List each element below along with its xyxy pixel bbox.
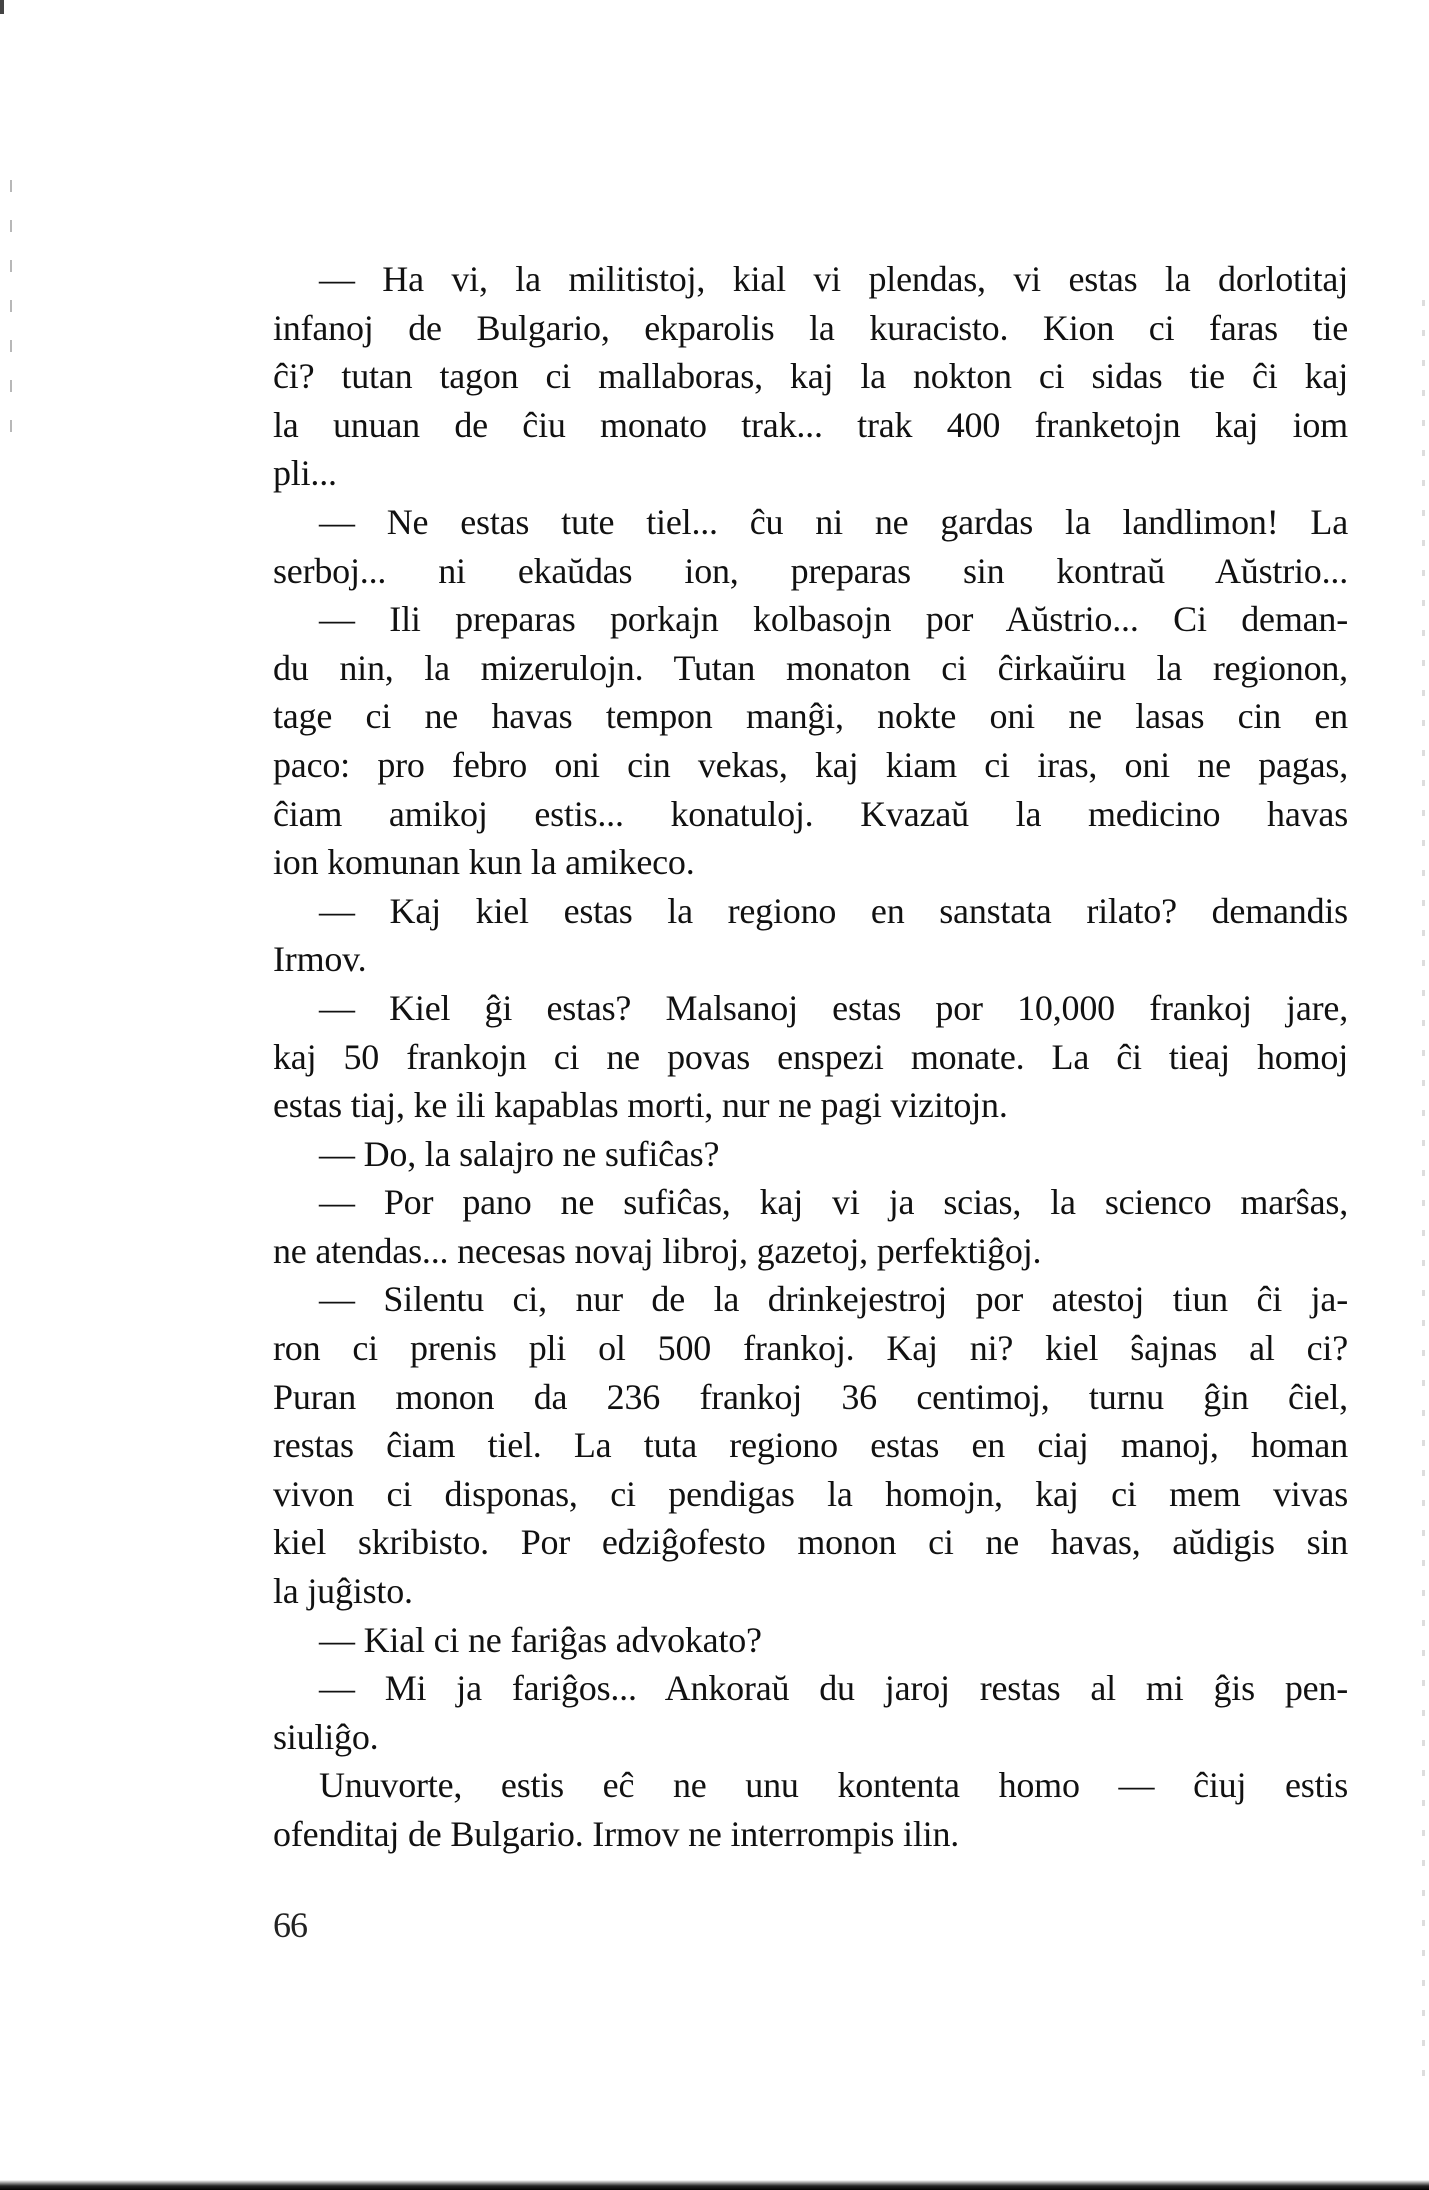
text-line: du nin, la mizerulojn. Tutan monaton ci ĉirkaŭiru la regionon, <box>273 647 1348 688</box>
text-line: ĉiam amikoj estis... konatuloj. Kvazaŭ la medicino havas <box>273 793 1348 834</box>
text-line: ion komunan kun la amikeco. <box>273 842 695 883</box>
text-line: kiel skribisto. Por edziĝofesto monon ci ne havas, aŭdigis sin <box>273 1522 1348 1563</box>
text-line: pli... <box>273 453 337 494</box>
text-line: — Kial ci ne fariĝas advokato? <box>319 1619 762 1660</box>
text-line: kaj 50 frankojn ci ne povas enspezi monate. La ĉi tieaj homoj <box>273 1036 1348 1077</box>
text-line: estas tiaj, ke ili kapablas morti, nur ne pagi vizitojn. <box>273 1085 1008 1126</box>
text-line: vivon ci disponas, ci pendigas la homojn, kaj ci mem vivas <box>273 1473 1348 1514</box>
text-line: — Do, la salajro ne sufiĉas? <box>319 1133 720 1174</box>
text-line: serboj... ni ekaŭdas ion, preparas sin kontraŭ Aŭstrio... <box>273 550 1348 591</box>
text-line: ron ci prenis pli ol 500 frankoj. Kaj ni? kiel ŝajnas al ci? <box>273 1328 1348 1369</box>
text-line: siuliĝo. <box>273 1716 379 1757</box>
scan-artifact-corner <box>0 0 4 14</box>
text-line: ofenditaj de Bulgario. Irmov ne interrompis ilin. <box>273 1814 960 1854</box>
text-line: — Ne estas tute tiel... ĉu ni ne gardas la landlimon! La <box>319 501 1348 542</box>
text-line: — Ha vi, la militistoj, kial vi plendas, vi estas la dorlotitaj <box>319 259 1348 299</box>
text-line: Irmov. <box>273 939 367 980</box>
text-line: ĉi? tutan tagon ci mallaboras, kaj la nokton ci sidas tie ĉi kaj <box>273 356 1348 397</box>
text-line: — Mi ja fariĝos... Ankoraŭ du jaroj restas al mi ĝis pen- <box>319 1668 1348 1709</box>
text-line: infanoj de Bulgario, ekparolis la kuracisto. Kion ci faras tie <box>273 307 1348 348</box>
scan-artifact-left-edge <box>10 180 12 440</box>
text-line: restas ĉiam tiel. La tuta regiono estas en ciaj manoj, homan <box>273 1425 1348 1466</box>
text-line: — Ili preparas porkajn kolbasojn por Aŭstrio... Ci deman- <box>319 599 1348 640</box>
scan-artifact-right-edge <box>1422 300 1425 2100</box>
text-line: — Por pano ne sufiĉas, kaj vi ja scias, la scienco marŝas, <box>319 1182 1348 1223</box>
text-line: ne atendas... necesas novaj libroj, gazetoj, perfektiĝoj. <box>273 1230 1042 1271</box>
text-line: Puran monon da 236 frankoj 36 centimoj, turnu ĝin ĉiel, <box>273 1376 1348 1417</box>
text-line: — Kaj kiel estas la regiono en sanstata rilato? demandis <box>319 890 1348 931</box>
text-line: Unuvorte, estis eĉ ne unu kontenta homo — ĉiuj estis <box>319 1765 1348 1806</box>
page-body-text <box>273 255 1348 1859</box>
text-line: tage ci ne havas tempon manĝi, nokte oni ne lasas cin en <box>273 696 1348 737</box>
scan-artifact-bottom-edge <box>0 2180 1429 2190</box>
text-line: — Kiel ĝi estas? Malsanoj estas por 10,000 frankoj jare, <box>319 987 1348 1028</box>
text-line: la unuan de ĉiu monato trak... trak 400 franketojn kaj iom <box>273 404 1348 445</box>
page-number: 66 <box>273 1905 307 1945</box>
text-line: paco: pro febro oni cin vekas, kaj kiam ci iras, oni ne pagas, <box>273 744 1348 785</box>
text-line: — Silentu ci, nur de la drinkejestroj por atestoj tiun ĉi ja- <box>319 1279 1348 1320</box>
text-line: la juĝisto. <box>273 1571 413 1612</box>
